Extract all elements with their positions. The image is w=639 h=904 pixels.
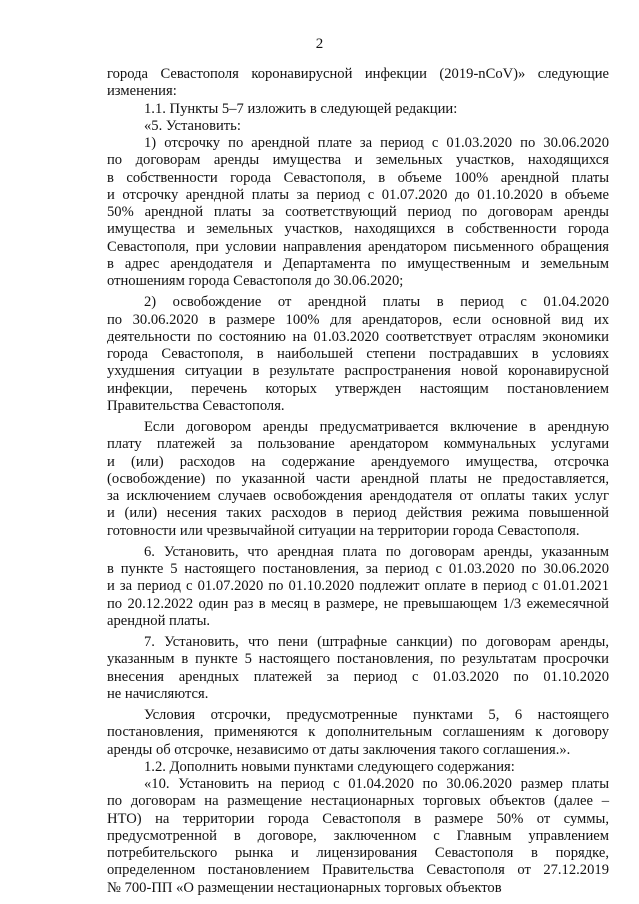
text-line: аренды об отсрочке, независимо от даты заключения такого соглашения.».: [107, 741, 571, 758]
text-line: «5. Установить:: [144, 117, 241, 134]
text-line: и (или) несения таких расходов в период действия режима повышенной: [107, 505, 609, 522]
paragraph: [107, 66, 609, 101]
text-line: не начисляются.: [107, 685, 209, 702]
text-line: «10. Установить на период с 01.04.2020 по 30.06.2020 размер платы: [144, 776, 609, 792]
text-line: ухудшения ситуации в результате распространения новой коронавирусной: [107, 363, 609, 380]
text-line: города Севастополя, в наибольшей степени пострадавших в условиях: [107, 346, 609, 362]
text-line: по договорам аренды имущества и земельных участков, находящихся: [107, 152, 609, 169]
text-line: готовности или чрезвычайной ситуации на территории города Севастополя.: [107, 522, 580, 539]
text-line: арендной платы.: [107, 612, 211, 629]
text-line: в адрес арендодателя и Департамента по имущественным и земельным: [107, 255, 609, 272]
paragraph: [107, 776, 609, 897]
text-line: № 700-ПП «О размещении нестационарных торговых объектов: [107, 879, 502, 896]
text-line: по договорам на размещение нестационарных торговых объектов (далее –: [107, 793, 609, 810]
text-line: определенном постановлением Правительства Севастополя от 27.12.2019: [107, 862, 609, 879]
paragraph: [107, 634, 609, 703]
text-line: города Севастополя коронавирусной инфекции (2019-nCoV)» следующие: [107, 66, 609, 82]
text-line: потребительского рынка и лицензирования Севастополя в порядке,: [107, 845, 609, 861]
page-number: 2: [315, 36, 324, 52]
text-line: указанным в пункте 5 настоящего постановления, по результатам просрочки: [107, 651, 609, 668]
paragraph: [107, 101, 609, 118]
text-line: 1.1. Пункты 5–7 изложить в следующей редакции:: [144, 100, 458, 117]
text-line: 6. Установить, что арендная плата по договорам аренды, указанным: [144, 543, 609, 560]
text-line: 7. Установить, что пени (штрафные санкции) по договорам аренды,: [144, 634, 609, 650]
text-line: постановления, применяются к дополнительным соглашениям к договору: [107, 724, 609, 741]
text-line: Если договором аренды предусматривается включение в арендную: [144, 419, 609, 435]
text-line: 1) отсрочку по арендной плате за период с 01.03.2020 по 30.06.2020: [144, 135, 609, 151]
text-line: Правительства Севастополя.: [107, 397, 285, 414]
text-line: 50% арендной платы за соответствующий период по договорам аренды: [107, 204, 609, 220]
paragraph: [107, 544, 609, 630]
text-line: инфекции, перечень которых утвержден настоящим постановлением: [107, 380, 609, 397]
text-line: отношениям города Севастополя до 30.06.2020;: [107, 273, 404, 289]
text-line: и (или) расходов на содержание арендуемого имущества, отсрочка: [107, 453, 609, 470]
text-line: плату платежей за пользование арендатором коммунальных услугами: [107, 436, 609, 453]
text-line: деятельности по состоянию на 01.03.2020 соответствует отраслям экономики: [107, 328, 609, 345]
text-line: в пункте 5 настоящего постановления, за период с 01.03.2020 по 30.06.2020: [107, 561, 609, 577]
text-line: за исключением случаев освобождения арендодателя от оплаты таких услуг: [107, 488, 609, 504]
text-line: 2) освобождение от арендной платы в период с 01.04.2020: [144, 294, 609, 311]
text-line: 1.2. Дополнить новыми пунктами следующего содержания:: [144, 758, 515, 775]
text-line: и за период с 01.07.2020 по 01.10.2020 подлежит оплате в период с 01.01.2021: [107, 578, 609, 595]
paragraph: [107, 419, 609, 540]
paragraph: [107, 707, 609, 759]
text-line: в собственности города Севастополя, в объеме 100% арендной платы: [107, 169, 609, 186]
paragraph: [107, 294, 609, 415]
text-line: и отсрочку арендной платы за период с 01.07.2020 до 01.10.2020 в объеме: [107, 186, 609, 203]
text-line: имущества и земельных участков, находящихся в собственности города: [107, 221, 609, 238]
text-line: по 30.06.2020 в размере 100% для арендаторов, если основной вид их: [107, 311, 609, 328]
text-line: Севастополя, при условии направления арендатором письменного обращения: [107, 238, 609, 255]
text-line: по 20.12.2022 один раз в месяц в размере, не превышающем 1/3 ежемесячной: [107, 595, 609, 612]
text-line: Условия отсрочки, предусмотренные пунктами 5, 6 настоящего: [144, 707, 609, 723]
text-line: изменения:: [107, 83, 177, 100]
text-line: (освобождение) по указанной части арендной платы не предоставляется,: [107, 470, 609, 487]
text-line: внесения арендных платежей за период с 01.03.2020 по 01.10.2020: [107, 668, 609, 685]
paragraph: [107, 759, 609, 776]
document-body: [107, 66, 609, 897]
text-line: предусмотренной в договоре, заключенном с Главным управлением: [107, 827, 609, 844]
paragraph: [107, 118, 609, 135]
text-line: НТО) на территории города Севастополя в размере 50% от суммы,: [107, 810, 609, 827]
paragraph: [107, 135, 609, 290]
